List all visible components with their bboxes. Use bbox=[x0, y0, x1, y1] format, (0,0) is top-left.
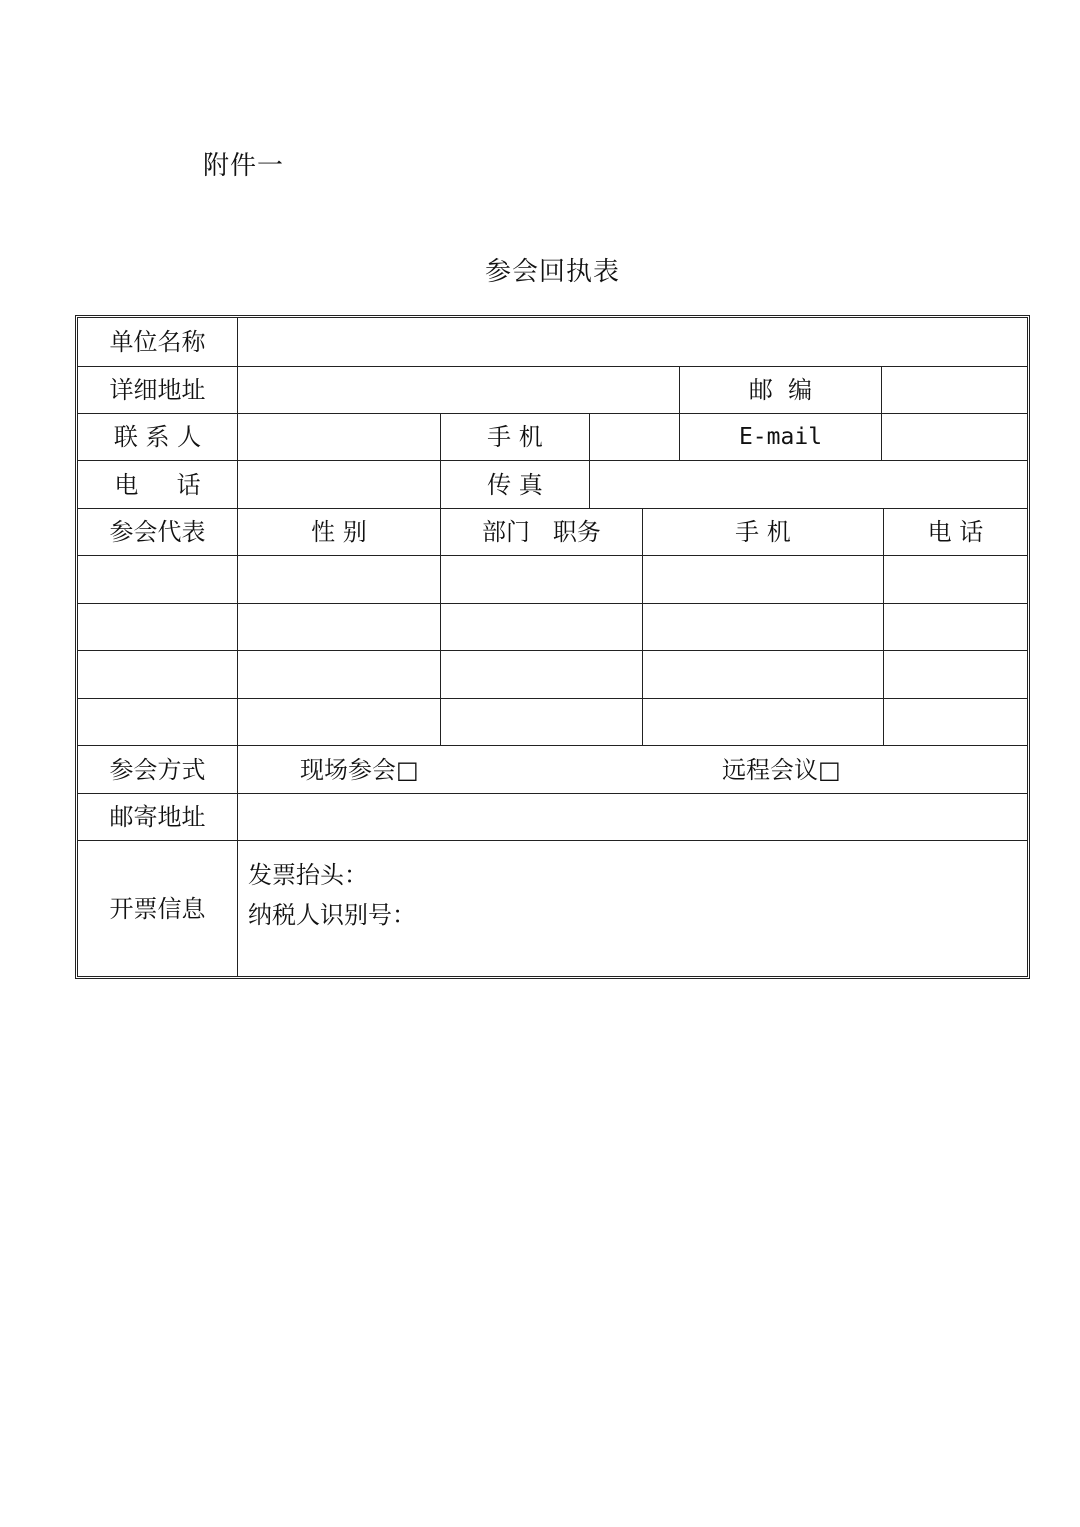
contact-label: 联 系 人 bbox=[113, 423, 202, 451]
invoice-info-label: 开票信息 bbox=[109, 894, 206, 923]
page-title: 参会回执表 bbox=[484, 257, 620, 287]
attendee-row-2-gender[interactable] bbox=[238, 604, 440, 650]
attendee-row-4-gender[interactable] bbox=[238, 699, 440, 745]
attendee-row-4-mobile[interactable] bbox=[643, 699, 883, 745]
mailing-address-field[interactable] bbox=[238, 794, 1027, 840]
unit-name-field[interactable] bbox=[238, 318, 1027, 366]
attendee-row-4-phone[interactable] bbox=[884, 699, 1027, 745]
attendee-header-gender: 性 别 bbox=[311, 518, 367, 546]
mobile-field[interactable] bbox=[590, 414, 679, 460]
unit-name-label: 单位名称 bbox=[109, 328, 206, 356]
attendee-row-3-mobile[interactable] bbox=[643, 651, 883, 698]
taxpayer-id-label: 纳税人识别号： bbox=[248, 901, 416, 929]
contact-field[interactable] bbox=[238, 414, 440, 460]
email-label: E-mail bbox=[738, 423, 823, 450]
attendee-row-2-department[interactable] bbox=[441, 604, 642, 650]
postcode-label: 邮 编 bbox=[748, 376, 813, 404]
attendee-row-3-name[interactable] bbox=[78, 651, 237, 698]
address-label: 详细地址 bbox=[109, 376, 206, 404]
attendee-row-1-name[interactable] bbox=[78, 556, 237, 603]
remote-option[interactable]: 远程会议□ bbox=[722, 755, 841, 784]
mobile-label: 手 机 bbox=[487, 423, 543, 451]
attendee-row-2-phone[interactable] bbox=[884, 604, 1027, 650]
phone-field[interactable] bbox=[238, 461, 440, 508]
attendee-row-1-gender[interactable] bbox=[238, 556, 440, 603]
mailing-address-label: 邮寄地址 bbox=[109, 803, 206, 831]
attendee-header-mobile: 手 机 bbox=[735, 518, 791, 546]
phone-label: 电 话 bbox=[114, 470, 201, 499]
fax-field[interactable] bbox=[590, 461, 1027, 508]
attendee-row-2-mobile[interactable] bbox=[643, 604, 883, 650]
onsite-option[interactable]: 现场参会□ bbox=[300, 755, 419, 784]
invoice-info-field[interactable] bbox=[248, 855, 416, 935]
attachment-label: 附件一 bbox=[203, 151, 285, 181]
attendee-row-1-mobile[interactable] bbox=[643, 556, 883, 603]
postcode-field[interactable] bbox=[882, 367, 1027, 413]
fax-label: 传 真 bbox=[487, 470, 543, 499]
attendee-row-4-name[interactable] bbox=[78, 699, 237, 745]
attendee-row-2-name[interactable] bbox=[78, 604, 237, 650]
attendee-header-department-position: 部门 职务 bbox=[482, 518, 601, 546]
address-field[interactable] bbox=[238, 367, 679, 413]
invoice-title-label: 发票抬头： bbox=[248, 861, 368, 889]
attendee-row-3-department[interactable] bbox=[441, 651, 642, 698]
participation-mode-label: 参会方式 bbox=[109, 755, 206, 784]
attendee-row-1-department[interactable] bbox=[441, 556, 642, 603]
attendee-header-phone: 电 话 bbox=[927, 518, 984, 546]
attendee-row-1-phone[interactable] bbox=[884, 556, 1027, 603]
attendee-row-3-gender[interactable] bbox=[238, 651, 440, 698]
attendee-row-3-phone[interactable] bbox=[884, 651, 1027, 698]
attendee-row-4-department[interactable] bbox=[441, 699, 642, 745]
attendee-header-representative: 参会代表 bbox=[109, 518, 206, 546]
email-field[interactable] bbox=[882, 414, 1027, 460]
